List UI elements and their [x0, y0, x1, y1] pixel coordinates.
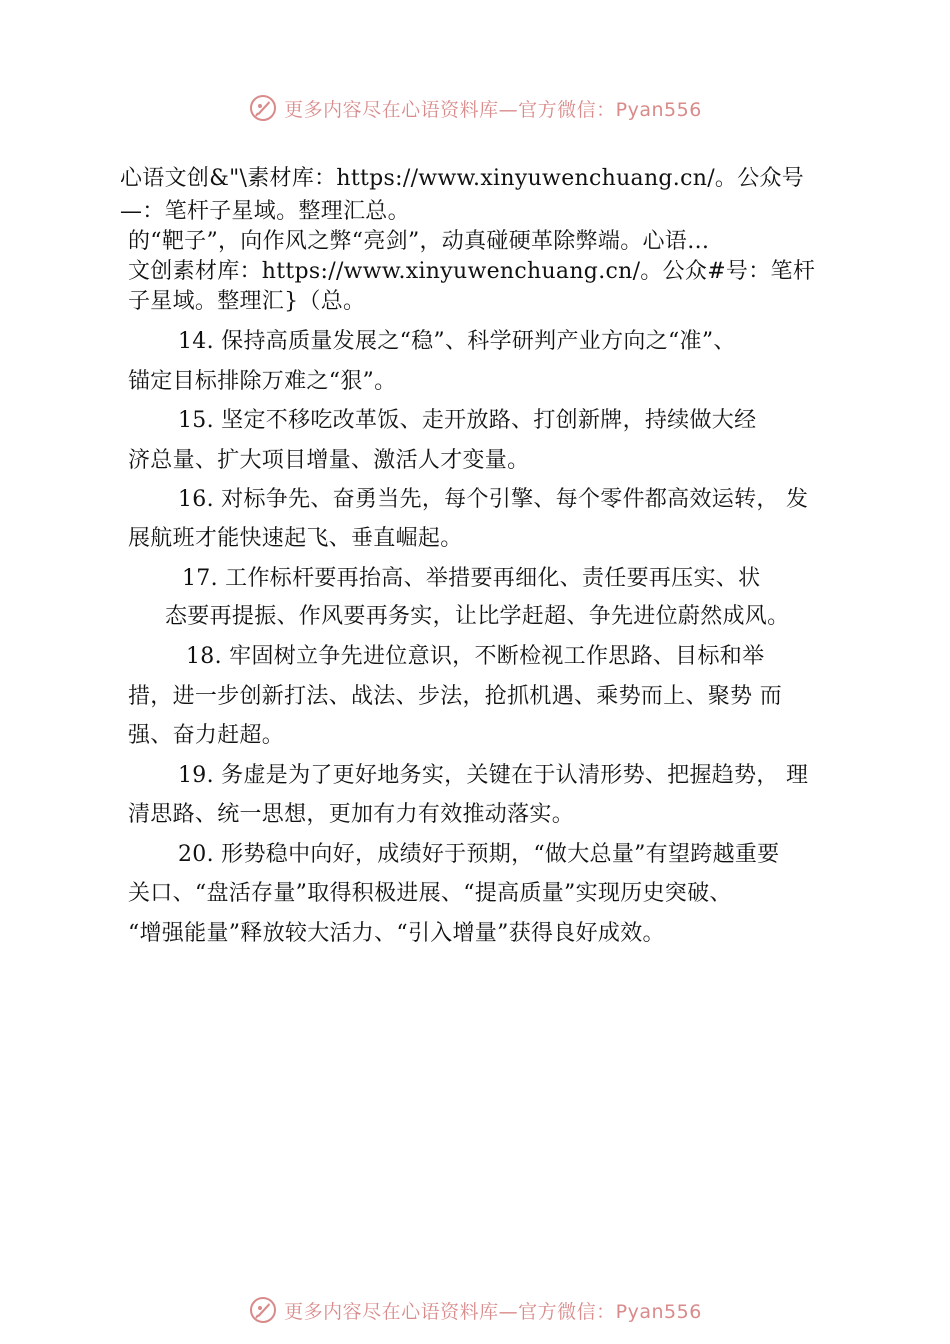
text-line: 文创素材库：https://www.xinyuwenchuang.cn/。公众#号：笔杆: [128, 259, 816, 284]
paragraph-18-line: 措，进一步创新打法、战法、步法，抢抓机遇、乘势而上、聚势 而: [128, 684, 782, 709]
text-line: 子星域。整理汇}（总。: [128, 289, 366, 314]
paragraph-20-line: 20. 形势稳中向好，成绩好于预期，“做大总量”有望跨越重要: [178, 842, 780, 867]
paragraph-15-line: 15. 坚定不移吃改革饭、走开放路、打创新牌，持续做大经: [178, 408, 757, 433]
paragraph-14-line: 14. 保持高质量发展之“稳”、科学研判产业方向之“准”、: [178, 329, 736, 354]
text-line: —：笔杆子星域。整理汇总。: [120, 199, 410, 224]
paragraph-17-line: 17. 工作标杆要再抬高、举措要再细化、责任要再压实、状: [182, 566, 761, 591]
paragraph-20-line: 关口、“盘活存量”取得积极进展、“提高质量”实现历史突破、: [128, 881, 732, 906]
paragraph-16-line: 16. 对标争先、奋勇当先，每个引擎、每个零件都高效运转， 发: [178, 487, 809, 512]
paragraph-19-line: 19. 务虚是为了更好地务实，关键在于认清形势、把握趋势， 理: [178, 763, 809, 788]
paragraph-20-line: “增强能量”释放较大活力、“引入增量”获得良好成效。: [128, 921, 665, 946]
paragraph-18-line: 强、奋力赶超。: [128, 723, 285, 748]
paragraph-18-line: 18. 牢固树立争先进位意识，不断检视工作思路、目标和举: [186, 644, 765, 669]
paragraph-17-line: 态要再提振、作风要再务实，让比学赶超、争先进位蔚然成风。: [165, 604, 790, 629]
paragraph-19-line: 清思路、统一思想，更加有力有效推动落实。: [128, 802, 575, 827]
text-line: 的“靶子”，向作风之弊“亮剑”，动真碰硬革除弊端。心语…: [128, 229, 710, 254]
feather-pen-seal-icon: [248, 1295, 278, 1325]
footer-banner-text: 更多内容尽在心语资料库—官方微信：Pyan556: [284, 1300, 702, 1323]
paragraph-15-line: 济总量、扩大项目增量、激活人才变量。: [128, 448, 530, 473]
paragraph-16-line: 展航班才能快速起飞、垂直崛起。: [128, 526, 463, 551]
paragraph-14-line: 锚定目标排除万难之“狠”。: [128, 369, 397, 394]
header-banner-text: 更多内容尽在心语资料库—官方微信：Pyan556: [284, 98, 702, 121]
text-line: 心语文创&"\素材库：https://www.xinyuwenchuang.cn/。公众号: [120, 166, 805, 191]
footer-banner: [0, 1290, 950, 1330]
